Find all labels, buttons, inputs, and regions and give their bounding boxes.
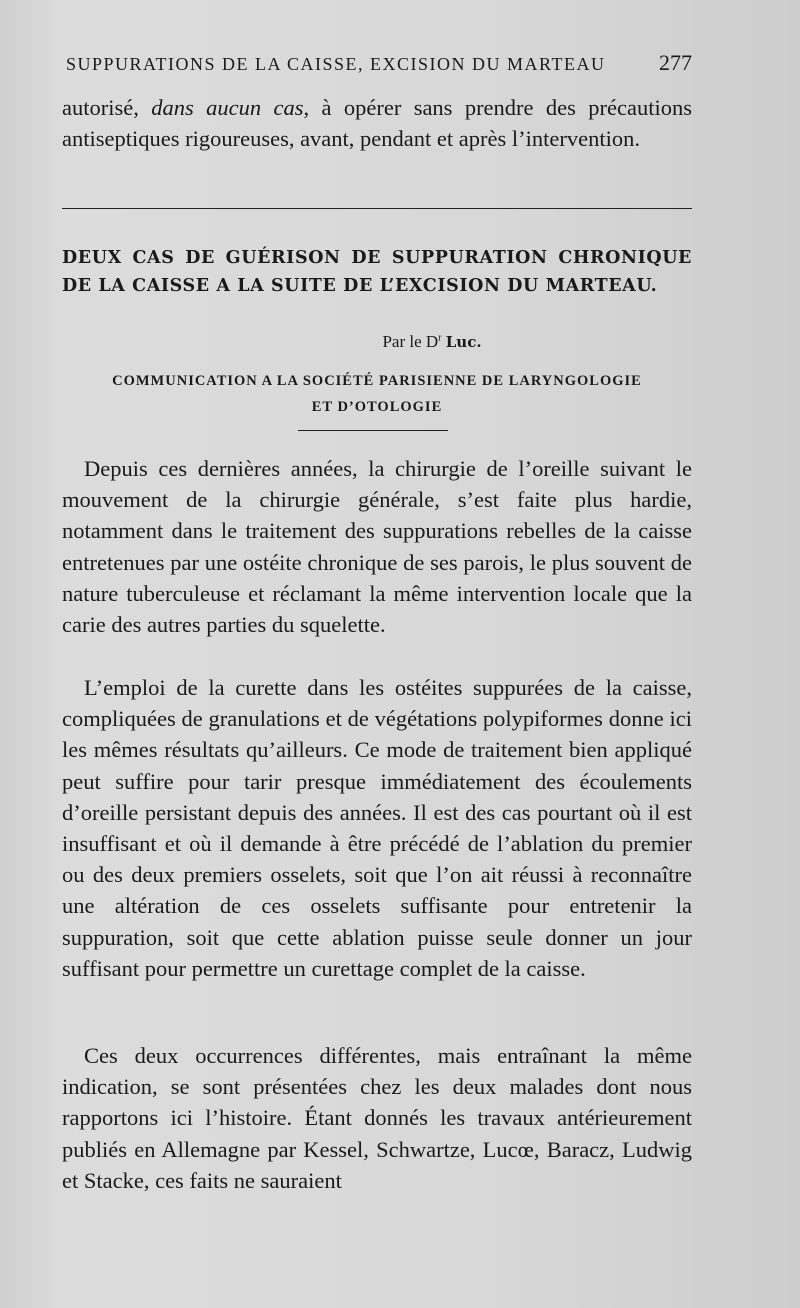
page-number: 277 <box>659 50 692 75</box>
continuation-text-end: , à opérer sans prendre des précautions antiseptiques rigoureuses, avant, pendant et après l’intervention. <box>62 95 692 152</box>
communication-line-2: ET D’OTOLOGIE <box>311 399 443 415</box>
title-divider <box>298 430 448 431</box>
body-paragraph-3: Ces deux occurrences différentes, mais entraînant la même indication, se sont présentées chez les deux malades dont nous rapportons ici l’histoire. Étant donnés les travaux antérieurement publiés en Allemagne par Kessel, Schwartze, Lucœ, Baracz, Ludwig et Stacke, ces faits ne sauraient <box>62 1043 692 1193</box>
byline-prefix: Par le D <box>382 332 439 351</box>
author-name: Luc. <box>445 333 482 351</box>
communication-note <box>62 368 692 420</box>
running-header <box>66 50 692 76</box>
continuation-text-start: autorisé, <box>62 95 152 120</box>
section-divider <box>62 208 692 209</box>
article-title: DEUX CAS DE GUÉRISON DE SUPPURATION CHRONIQUE DE LA CAISSE A LA SUITE DE L’EXCISION DU MARTEAU. <box>62 248 692 296</box>
continuation-italic: dans aucun cas <box>151 95 304 120</box>
body-paragraph-1: Depuis ces dernières années, la chirurgie de l’oreille suivant le mouvement de la chirurgie générale, s’est faite plus hardie, notamment dans le traitement des suppurations rebelles de la caisse entretenues par une ostéite chronique de ses parois, le plus souvent de nature tuberculeuse et réclamant la même intervention locale que la carie des autres parties du squelette. <box>62 456 692 638</box>
continuation-paragraph <box>62 92 692 154</box>
byline <box>62 332 692 352</box>
communication-line-1: COMMUNICATION A LA SOCIÉTÉ PARISIENNE DE LARYNGOLOGIE <box>112 373 642 389</box>
byline-sup: r <box>438 332 442 344</box>
body-paragraph-2: L’emploi de la curette dans les ostéites suppurées de la caisse, compliquées de granulations et de végétations polypiformes donne ici les mêmes résultats qu’ailleurs. Ce mode de traitement bien appliqué peut suffire pour tarir presque immédiatement des écoulements d’oreille persistant depuis des années. Il est des cas pourtant où il est insuffisant et où il demande à être précédé de l’ablation du premier ou des deux premiers osselets, soit que l’on ait réussi à reconnaître une altération de ces osselets suffisante pour entretenir la suppuration, soit que cette ablation puisse seule donner un jour suffisant pour permettre un curettage complet de la caisse. <box>62 675 692 981</box>
running-title: SUPPURATIONS DE LA CAISSE, EXCISION DU MARTEAU <box>66 54 606 74</box>
